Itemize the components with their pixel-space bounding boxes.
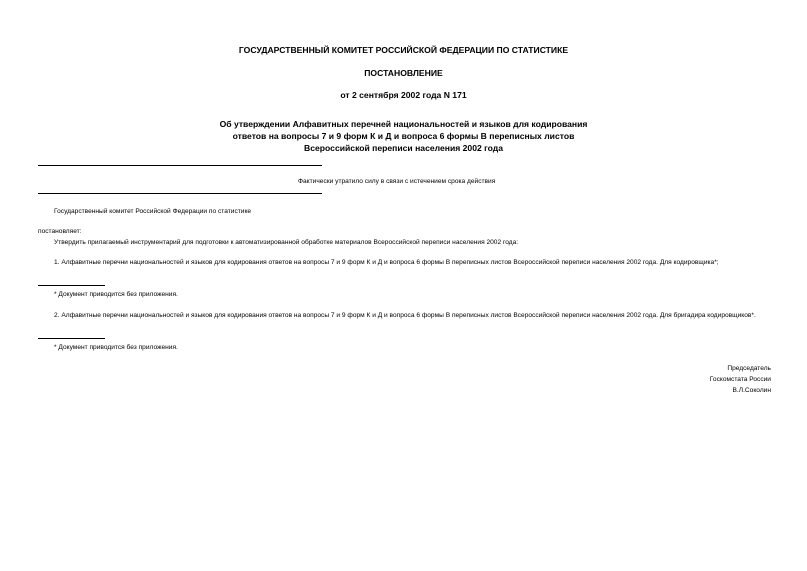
date-number: от 2 сентября 2002 года N 171: [340, 90, 467, 100]
signature-role: Председатель: [727, 365, 771, 372]
item-1: 1. Алфавитные перечни национальностей и языков для кодирования ответов на вопросы 7 и 9 форм К и Д и вопроса 6 формы В переписных листов Всероссийской переписи населения 2002 года. Для кодировщика*;: [54, 259, 719, 266]
approve-text: Утвердить прилагаемый инструментарий для подготовки к автоматизированной обработке материалов Всероссийской переписи населения 2002 года:: [54, 239, 519, 246]
title-line-1: Об утверждении Алфавитных перечней национальностей и языков для кодирования: [219, 119, 588, 129]
divider-bottom: [38, 193, 322, 194]
decrees-text: постановляет:: [38, 228, 82, 235]
intro-text: Государственный комитет Российской Федерации по статистике: [54, 208, 252, 215]
footnote-rule-1: [38, 285, 105, 286]
footnote-rule-2: [38, 338, 105, 339]
divider-top: [38, 165, 322, 166]
agency-heading: ГОСУДАРСТВЕННЫЙ КОМИТЕТ РОССИЙСКОЙ ФЕДЕРАЦИИ ПО СТАТИСТИКЕ: [238, 45, 569, 55]
footnote-2: * Документ приводится без приложения.: [54, 344, 178, 351]
title-line-2: ответов на вопросы 7 и 9 форм К и Д и вопроса 6 формы В переписных листов: [232, 131, 575, 141]
status-note: Фактически утратило силу в связи с истечением срока действия: [298, 178, 496, 185]
title-line-3: Всероссийской переписи населения 2002 года: [304, 143, 503, 153]
document-title: [0, 118, 807, 154]
item-2: 2. Алфавитные перечни национальностей и языков для кодирования ответов на вопросы 7 и 9 форм К и Д и вопроса 6 формы В переписных листов Всероссийской переписи населения 2002 года. Для бригадира кодировщиков*.: [54, 312, 756, 319]
signature-block: [571, 363, 771, 396]
signature-org: Госкомстата России: [709, 376, 771, 383]
document-type: ПОСТАНОВЛЕНИЕ: [364, 68, 443, 78]
signature-name: В.Л.Соколин: [732, 387, 771, 394]
footnote-1: * Документ приводится без приложения.: [54, 291, 178, 298]
